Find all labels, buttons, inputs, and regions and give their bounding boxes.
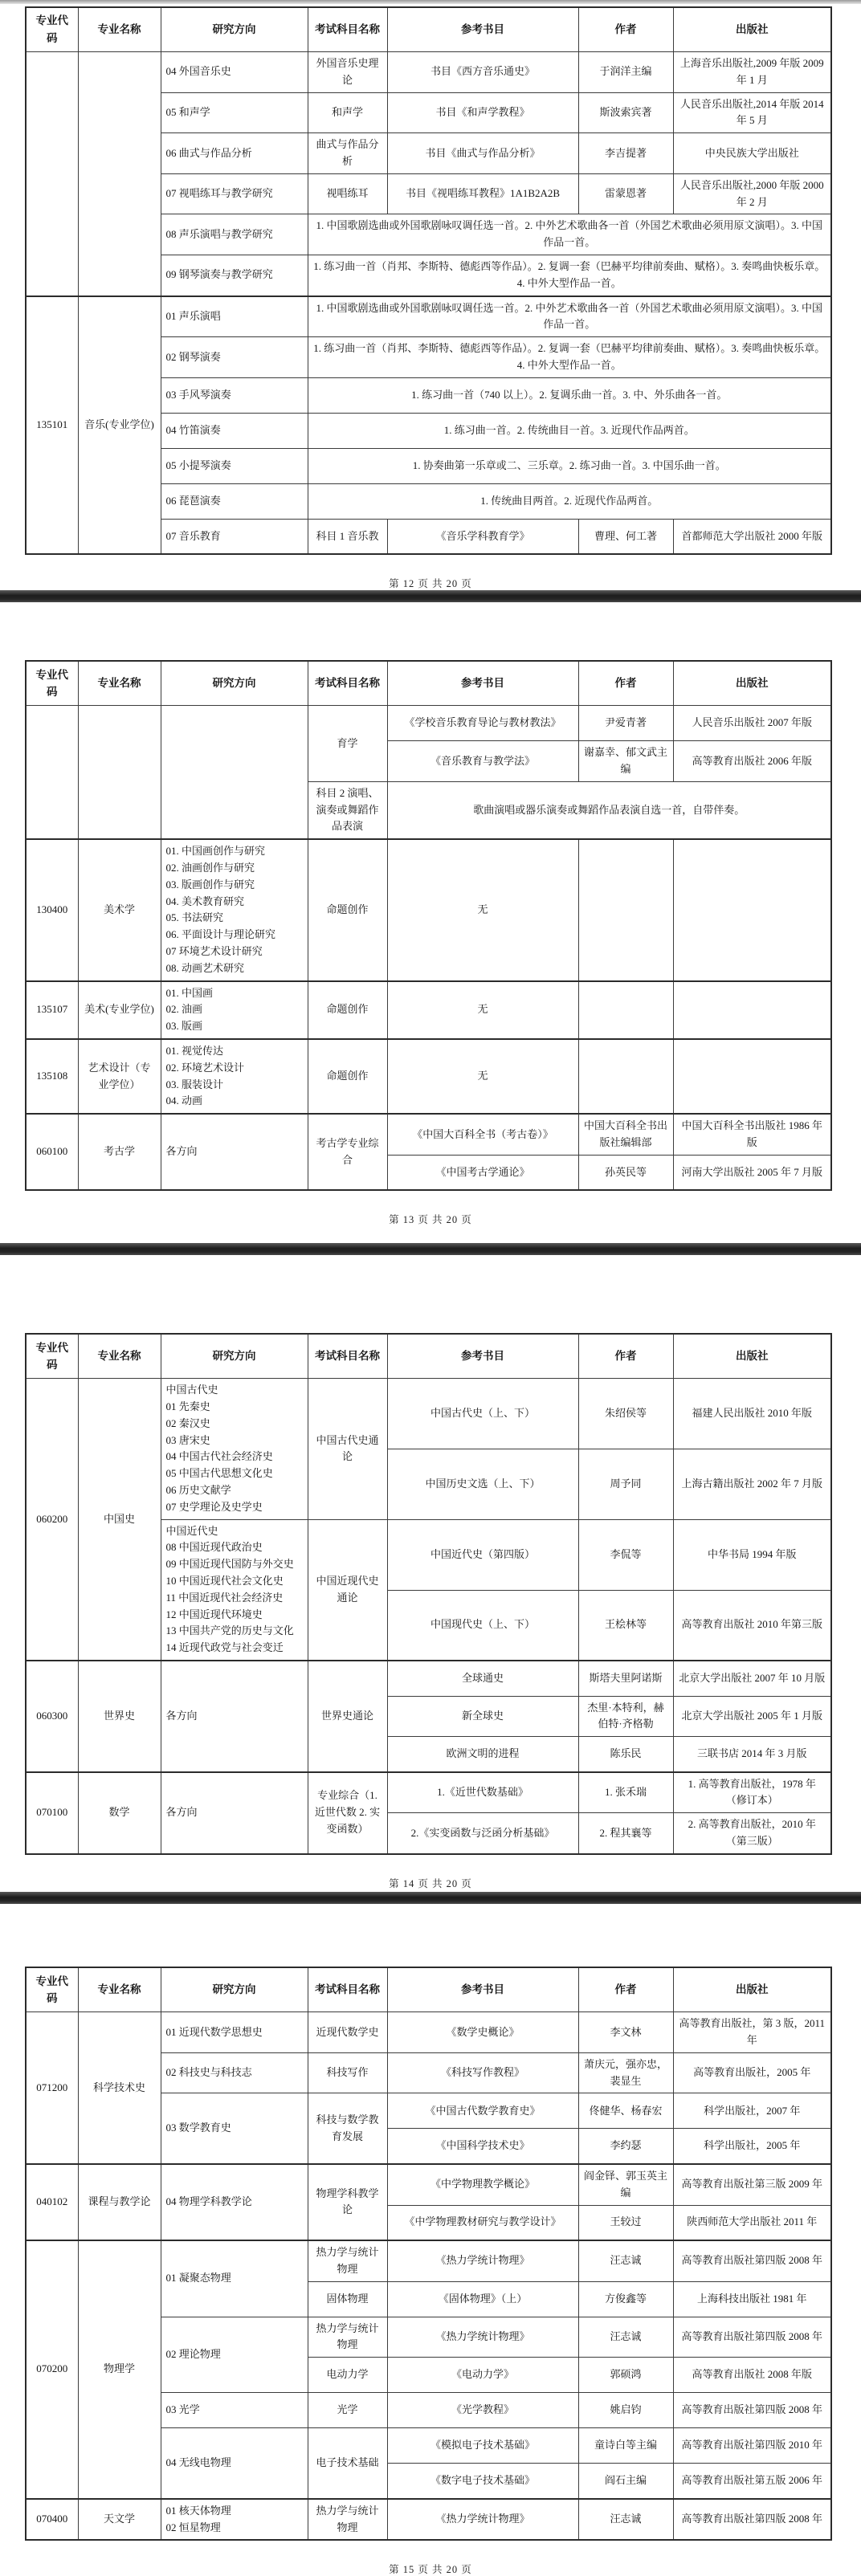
table-cell: 1. 中国歌剧选曲或外国歌剧咏叹调任选一首。2. 中外艺术歌曲各一首（外国艺术歌曲必须用原文演唱）。3. 中国作品一首。 (308, 296, 831, 337)
column-header: 研究方向 (161, 7, 308, 52)
table-cell: 高等教育出版社第四版 2010 年 (673, 2428, 831, 2464)
table-cell: 热力学与统计物理 (308, 2317, 387, 2358)
table-cell: 高等教育出版社第四版 2008 年 (673, 2240, 831, 2281)
page-footer: 第 12 页 共 20 页 (389, 578, 472, 590)
table-cell: 01 凝聚态物理 (161, 2240, 308, 2317)
table-cell: 科学出版社，2007 年 (673, 2093, 831, 2129)
table-cell: 中国历史文选（上、下） (387, 1449, 578, 1519)
table-cell: 李文林 (578, 2012, 673, 2053)
table-row (26, 1114, 831, 1155)
page-15 (0, 1904, 861, 2576)
table-cell: 1. 练习曲一首。2. 传统曲目一首。3. 近现代作品两首。 (308, 413, 831, 448)
table-cell: 上海科技出版社 1981 年 (673, 2281, 831, 2317)
table-cell: 中国近代史（第四版） (387, 1519, 578, 1590)
table-cell: 06 曲式与作品分析 (161, 133, 308, 174)
table-cell: 世界史通论 (308, 1661, 387, 1772)
table-cell: 命题创作 (308, 839, 387, 980)
table-row (26, 1379, 831, 1449)
table-cell: 雷蒙恩著 (578, 173, 673, 214)
table-cell: 01. 中国画 02. 油画 03. 版画 (161, 981, 308, 1039)
reference-table-page-14 (25, 1333, 832, 1855)
table-cell: 《热力学统计物理》 (387, 2317, 578, 2358)
table-row (26, 2164, 831, 2205)
table-cell: 杰里·本特利，赫伯特·齐格勒 (578, 1696, 673, 1737)
table-cell: 《音乐学科教育学》 (387, 519, 578, 554)
table-cell: 斯塔夫里阿诺斯 (578, 1661, 673, 1696)
table-cell: 书目《曲式与作品分析》 (387, 133, 578, 174)
table-cell: 科目 1 音乐教 (308, 519, 387, 554)
table-cell: 光学 (308, 2393, 387, 2428)
page-separator (0, 590, 861, 602)
column-header: 专业代码 (26, 7, 78, 52)
column-header: 参考书目 (387, 661, 578, 706)
reference-table-page-15 (25, 1967, 832, 2541)
table-cell: 中国现代史（上、下） (387, 1590, 578, 1661)
table-row (26, 1039, 831, 1114)
table-header-row (26, 1967, 831, 2012)
page-separator (0, 1892, 861, 1904)
table-cell: 美术(专业学位) (78, 981, 161, 1039)
table-cell: 《模拟电子技术基础》 (387, 2428, 578, 2464)
table-cell: 无 (387, 981, 578, 1039)
column-header: 考试科目名称 (308, 7, 387, 52)
table-cell: 《热力学统计物理》 (387, 2499, 578, 2541)
table-cell: 04 外国音乐史 (161, 52, 308, 93)
table-cell: 135108 (26, 1039, 78, 1114)
table-cell: 03 数学教育史 (161, 2093, 308, 2164)
table-cell: 朱绍侯等 (578, 1379, 673, 1449)
table-header-row (26, 661, 831, 706)
table-cell: 科技写作 (308, 2052, 387, 2093)
column-header: 考试科目名称 (308, 1334, 387, 1379)
table-cell: 06 琵琶演奏 (161, 483, 308, 519)
column-header: 考试科目名称 (308, 1967, 387, 2012)
table-cell: 歌曲演唱或器乐演奏或舞蹈作品表演自选一首，自带伴奏。 (387, 781, 831, 839)
table-cell (161, 706, 308, 839)
table-cell: 北京大学出版社 2007 年 10 月版 (673, 1661, 831, 1696)
table-cell: 外国音乐史理论 (308, 52, 387, 93)
table-cell: 李约瑟 (578, 2129, 673, 2164)
table-cell: 01. 中国画创作与研究 02. 油画创作与研究 03. 版画创作与研究 04. 美术教育研究 05. 书法研究 06. 平面设计与理论研究 07 环境艺术设计研究 08. 动画艺术研究 (161, 839, 308, 980)
table-cell: 人民音乐出版社,2000 年版 2000 年 2 月 (673, 173, 831, 214)
table-cell: 高等教育出版社，2005 年 (673, 2052, 831, 2093)
table-cell: 尹爱青著 (578, 706, 673, 741)
column-header: 出版社 (673, 1967, 831, 2012)
table-cell: 三联书店 2014 年 3 月版 (673, 1737, 831, 1772)
table-cell: 05 和声学 (161, 92, 308, 133)
table-cell: 课程与教学论 (78, 2164, 161, 2240)
table-cell: 070400 (26, 2499, 78, 2541)
column-header: 参考书目 (387, 1967, 578, 2012)
table-cell: 中国近现代史通论 (308, 1519, 387, 1661)
table-cell: 热力学与统计物理 (308, 2240, 387, 2281)
table-cell: 中国大百科全书出版社编辑部 (578, 1114, 673, 1155)
table-cell: 河南大学出版社 2005 年 7 月版 (673, 1155, 831, 1190)
table-cell: 视唱练耳 (308, 173, 387, 214)
page-13 (0, 602, 861, 1243)
table-cell: 《数字电子技术基础》 (387, 2464, 578, 2499)
table-cell: 汪志诚 (578, 2499, 673, 2541)
table-cell: 01. 视觉传达 02. 环境艺术设计 03. 服装设计 04. 动画 (161, 1039, 308, 1114)
table-cell: 王较过 (578, 2205, 673, 2240)
reference-table-page-13 (25, 660, 832, 1191)
table-cell: 和声学 (308, 92, 387, 133)
table-cell (26, 52, 78, 296)
table-cell: 060300 (26, 1661, 78, 1772)
column-header: 专业代码 (26, 1967, 78, 2012)
table-cell: 热力学与统计物理 (308, 2499, 387, 2541)
table-cell: 考古学专业综合 (308, 1114, 387, 1190)
table-cell: 《学校音乐教育导论与教材教法》 (387, 706, 578, 741)
table-cell: 135101 (26, 296, 78, 555)
table-cell: 王桧林等 (578, 1590, 673, 1661)
table-cell: 固体物理 (308, 2281, 387, 2317)
table-cell: 1. 练习曲一首（740 以上）。2. 复调乐曲一首。3. 中、外乐曲各一首。 (308, 377, 831, 413)
table-cell: 北京大学出版社 2005 年 1 月版 (673, 1696, 831, 1737)
table-cell: 09 钢琴演奏与教学研究 (161, 255, 308, 296)
table-cell: 命题创作 (308, 1039, 387, 1114)
table-cell: 物理学 (78, 2240, 161, 2499)
table-cell: 03 光学 (161, 2393, 308, 2428)
table-cell: 060200 (26, 1379, 78, 1661)
table-cell: 《中国考古学通论》 (387, 1155, 578, 1190)
table-row (26, 981, 831, 1039)
table-cell: 童诗白等主编 (578, 2428, 673, 2464)
table-cell: 《固体物理》（上） (387, 2281, 578, 2317)
table-cell: 中国古代史通论 (308, 1379, 387, 1519)
table-cell: 01 核天体物理 02 恒星物理 (161, 2499, 308, 2541)
column-header: 研究方向 (161, 1334, 308, 1379)
table-cell: 科学出版社，2005 年 (673, 2129, 831, 2164)
table-cell: 2. 高等教育出版社，2010 年（第三版） (673, 1813, 831, 1854)
table-cell (673, 839, 831, 980)
table-cell: 04 物理学科教学论 (161, 2164, 308, 2240)
page-14 (0, 1255, 861, 1892)
table-cell: 中央民族大学出版社 (673, 133, 831, 174)
table-cell: 各方向 (161, 1114, 308, 1190)
table-cell (578, 839, 673, 980)
table-cell: 音乐(专业学位) (78, 296, 161, 555)
table-cell: 育学 (308, 706, 387, 782)
table-cell: 无 (387, 1039, 578, 1114)
table-cell: 04 竹笛演奏 (161, 413, 308, 448)
table-cell: 各方向 (161, 1772, 308, 1854)
table-cell: 1. 练习曲一首（肖邦、李斯特、德彪西等作品）。2. 复调一套（巴赫平均律前奏曲、赋格）。3. 奏鸣曲快板乐章。4. 中外大型作品一首。 (308, 337, 831, 378)
column-header: 出版社 (673, 1334, 831, 1379)
table-cell: 李侃等 (578, 1519, 673, 1590)
table-cell: 李吉提著 (578, 133, 673, 174)
table-cell: 书目《视唱练耳教程》1A1B2A2B (387, 173, 578, 214)
column-header: 出版社 (673, 7, 831, 52)
table-cell: 命题创作 (308, 981, 387, 1039)
table-cell: 《中学物理教学概论》 (387, 2164, 578, 2205)
table-cell (26, 706, 78, 839)
table-cell (578, 981, 673, 1039)
table-header-row (26, 1334, 831, 1379)
table-cell: 《科技写作教程》 (387, 2052, 578, 2093)
table-cell: 萧庆元，强亦忠，裴显生 (578, 2052, 673, 2093)
table-cell: 《中学物理教材研究与教学设计》 (387, 2205, 578, 2240)
table-cell: 考古学 (78, 1114, 161, 1190)
table-cell: 1. 高等教育出版社，1978 年（修订本） (673, 1772, 831, 1813)
column-header: 作者 (578, 1334, 673, 1379)
column-header: 参考书目 (387, 7, 578, 52)
table-cell: 无 (387, 839, 578, 980)
table-cell: 《中国大百科全书（考古卷）》 (387, 1114, 578, 1155)
table-cell: 04 无线电物理 (161, 2428, 308, 2499)
table-cell: 汪志诚 (578, 2240, 673, 2281)
table-cell: 1. 中国歌剧选曲或外国歌剧咏叹调任选一首。2. 中外艺术歌曲各一首（外国艺术歌曲必须用原文演唱）。3. 中国作品一首。 (308, 214, 831, 255)
table-row (26, 706, 831, 741)
table-cell: 郭硕鸿 (578, 2358, 673, 2393)
table-header-row (26, 7, 831, 52)
table-cell: 高等教育出版社 2006 年版 (673, 741, 831, 782)
table-cell: 高等教育出版社第五版 2006 年 (673, 2464, 831, 2499)
table-cell: 于润洋主编 (578, 52, 673, 93)
table-cell: 书目《和声学教程》 (387, 92, 578, 133)
table-cell: 01 声乐演唱 (161, 296, 308, 337)
table-cell: 数学 (78, 1772, 161, 1854)
table-cell: 071200 (26, 2012, 78, 2164)
table-cell: 欧洲文明的进程 (387, 1737, 578, 1772)
table-cell: 阎金铎、郭玉英主编 (578, 2164, 673, 2205)
table-cell: 《电动力学》 (387, 2358, 578, 2393)
table-cell: 汪志诚 (578, 2317, 673, 2358)
table-cell: 上海古籍出版社 2002 年 7 月版 (673, 1449, 831, 1519)
table-cell: 中国古代史 01 先秦史 02 秦汉史 03 唐宋史 04 中国古代社会经济史 05 中国古代思想文化史 06 历史文献学 07 史学理论及史学史 (161, 1379, 308, 1519)
table-cell: 1. 协奏曲第一乐章或二、三乐章。2. 练习曲一首。3. 中国乐曲一首。 (308, 448, 831, 483)
table-cell: 高等教育出版社第四版 2008 年 (673, 2317, 831, 2358)
table-cell: 070200 (26, 2240, 78, 2499)
table-row (26, 1661, 831, 1696)
column-header: 专业名称 (78, 1334, 161, 1379)
column-header: 研究方向 (161, 661, 308, 706)
column-header: 专业代码 (26, 661, 78, 706)
table-cell: 中国近代史 08 中国近现代政治史 09 中国近现代国防与外交史 10 中国近现代社会文化史 11 中国近现代社会经济史 12 中国近现代环境史 13 中国共产党的历史与文化 14 近现代政党与社会变迁 (161, 1519, 308, 1661)
table-cell: 孙英民等 (578, 1155, 673, 1190)
table-cell: 中华书局 1994 年版 (673, 1519, 831, 1590)
table-cell: 天文学 (78, 2499, 161, 2541)
table-cell: 全球通史 (387, 1661, 578, 1696)
table-cell: 高等教育出版社，第 3 版，2011 年 (673, 2012, 831, 2053)
table-cell: 陕西师范大学出版社 2011 年 (673, 2205, 831, 2240)
table-row (26, 2499, 831, 2541)
table-cell: 福建人民出版社 2010 年版 (673, 1379, 831, 1449)
table-cell: 1. 传统曲目两首。2. 近现代作品两首。 (308, 483, 831, 519)
table-cell: 07 视唱练耳与教学研究 (161, 173, 308, 214)
table-cell: 科技与数学教育发展 (308, 2093, 387, 2164)
table-cell: 世界史 (78, 1661, 161, 1772)
table-cell: 高等教育出版社第四版 2008 年 (673, 2393, 831, 2428)
table-cell: 高等教育出版社 2008 年版 (673, 2358, 831, 2393)
table-cell: 2.《实变函数与泛函分析基础》 (387, 1813, 578, 1854)
column-header: 专业代码 (26, 1334, 78, 1379)
table-cell: 科学技术史 (78, 2012, 161, 2164)
table-cell: 陈乐民 (578, 1737, 673, 1772)
table-cell: 《音乐教育与教学法》 (387, 741, 578, 782)
table-cell (78, 52, 161, 296)
table-row (26, 839, 831, 980)
table-cell: 周予同 (578, 1449, 673, 1519)
column-header: 出版社 (673, 661, 831, 706)
table-cell: 佟健华、杨春宏 (578, 2093, 673, 2129)
table-cell: 05 小提琴演奏 (161, 448, 308, 483)
table-cell: 谢嘉幸、郁文武主编 (578, 741, 673, 782)
table-cell: 人民音乐出版社,2014 年版 2014 年 5 月 (673, 92, 831, 133)
table-cell: 130400 (26, 839, 78, 980)
table-cell (673, 981, 831, 1039)
column-header: 作者 (578, 661, 673, 706)
table-cell: 《光学教程》 (387, 2393, 578, 2428)
table-cell: 各方向 (161, 1661, 308, 1772)
table-cell: 高等教育出版社第四版 2008 年 (673, 2499, 831, 2541)
column-header: 专业名称 (78, 1967, 161, 2012)
column-header: 专业名称 (78, 661, 161, 706)
page-separator (0, 1243, 861, 1255)
table-row (26, 1772, 831, 1813)
column-header: 专业名称 (78, 7, 161, 52)
table-row (26, 2240, 831, 2281)
page-12 (0, 4, 861, 590)
column-header: 作者 (578, 7, 673, 52)
table-cell: 135107 (26, 981, 78, 1039)
table-cell: 近现代数学史 (308, 2012, 387, 2053)
table-cell: 人民音乐出版社 2007 年版 (673, 706, 831, 741)
table-cell: 书目《西方音乐通史》 (387, 52, 578, 93)
table-cell (673, 1039, 831, 1114)
table-cell (578, 1039, 673, 1114)
table-cell: 08 声乐演唱与教学研究 (161, 214, 308, 255)
page-footer: 第 13 页 共 20 页 (389, 1214, 472, 1226)
table-cell (78, 706, 161, 839)
table-cell: 02 科技史与科技志 (161, 2052, 308, 2093)
table-cell: 03 手风琴演奏 (161, 377, 308, 413)
table-cell: 专业综合（1. 近世代数 2. 实变函数） (308, 1772, 387, 1854)
table-cell: 中国史 (78, 1379, 161, 1661)
table-cell: 2. 程其襄等 (578, 1813, 673, 1854)
table-cell: 斯波索宾著 (578, 92, 673, 133)
table-cell: 中国大百科全书出版社 1986 年版 (673, 1114, 831, 1155)
table-cell: 姚启钧 (578, 2393, 673, 2428)
table-cell: 02 钢琴演奏 (161, 337, 308, 378)
table-cell: 高等教育出版社 2010 年第三版 (673, 1590, 831, 1661)
reference-table-page-12 (25, 6, 832, 555)
column-header: 考试科目名称 (308, 661, 387, 706)
table-cell: 电动力学 (308, 2358, 387, 2393)
table-cell: 《中国科学技术史》 (387, 2129, 578, 2164)
table-cell: 《热力学统计物理》 (387, 2240, 578, 2281)
table-cell: 《中国古代数学教育史》 (387, 2093, 578, 2129)
table-cell: 曹理、何工著 (578, 519, 673, 554)
table-row (26, 2012, 831, 2053)
table-cell: 040102 (26, 2164, 78, 2240)
table-cell: 新全球史 (387, 1696, 578, 1737)
table-cell: 首都师范大学出版社 2000 年版 (673, 519, 831, 554)
column-header: 作者 (578, 1967, 673, 2012)
table-cell: 物理学科教学论 (308, 2164, 387, 2240)
table-cell: 美术学 (78, 839, 161, 980)
table-cell: 上海音乐出版社,2009 年版 2009 年 1 月 (673, 52, 831, 93)
table-row (26, 296, 831, 337)
table-row (26, 52, 831, 93)
table-cell: 科目 2 演唱、演奏或舞蹈作品表演 (308, 781, 387, 839)
table-cell: 1.《近世代数基础》 (387, 1772, 578, 1813)
table-cell: 方俊鑫等 (578, 2281, 673, 2317)
table-cell: 曲式与作品分析 (308, 133, 387, 174)
table-cell: 07 音乐教育 (161, 519, 308, 554)
page-footer: 第 15 页 共 20 页 (389, 2564, 472, 2576)
table-cell: 高等教育出版社第三版 2009 年 (673, 2164, 831, 2205)
table-cell: 1. 张禾瑞 (578, 1772, 673, 1813)
table-cell: 阎石主编 (578, 2464, 673, 2499)
table-cell: 《数学史概论》 (387, 2012, 578, 2053)
table-cell: 02 理论物理 (161, 2317, 308, 2393)
table-cell: 中国古代史（上、下） (387, 1379, 578, 1449)
table-cell: 070100 (26, 1772, 78, 1854)
table-cell: 1. 练习曲一首（肖邦、李斯特、德彪西等作品）。2. 复调一套（巴赫平均律前奏曲、赋格）。3. 奏鸣曲快板乐章。4. 中外大型作品一首。 (308, 255, 831, 296)
table-cell: 电子技术基础 (308, 2428, 387, 2499)
column-header: 参考书目 (387, 1334, 578, 1379)
table-cell: 060100 (26, 1114, 78, 1190)
table-cell: 01 近现代数学思想史 (161, 2012, 308, 2053)
column-header: 研究方向 (161, 1967, 308, 2012)
table-cell: 艺术设计（专业学位） (78, 1039, 161, 1114)
page-footer: 第 14 页 共 20 页 (389, 1877, 472, 1889)
